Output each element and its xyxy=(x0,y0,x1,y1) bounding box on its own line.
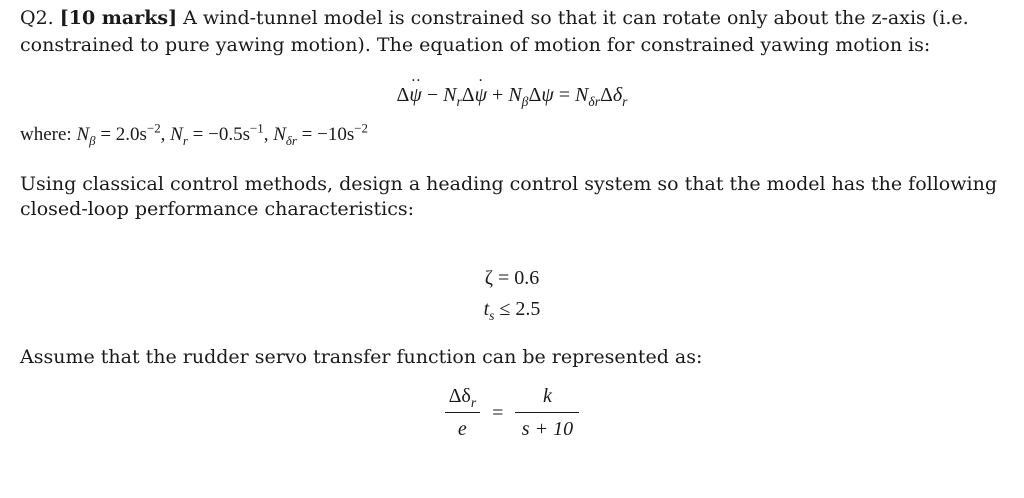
requirement-zeta: ζ = 0.6 xyxy=(484,267,540,289)
psi-ddot: ψ .. xyxy=(409,84,421,107)
psi-dot: ψ . xyxy=(475,84,487,107)
servo-assumption: Assume that the rudder servo transfer function can be represented as: xyxy=(20,346,703,368)
question-intro-line1: A wind-tunnel model is constrained so that it can rotate only about the z-axis (i.e. xyxy=(177,7,969,29)
task-line2: closed-loop performance characteristics: xyxy=(20,198,414,220)
rhs-fraction: $\frac{k}{s + 10}$ xyxy=(515,385,579,441)
requirement-settling-time: $t_s \le 2.5$ xyxy=(483,298,541,323)
question-marks: [10 marks] xyxy=(59,7,178,29)
parameters-line: where: $N_\beta = 2.0s^{-2}$, $N_r = -0.5s^{-1}$, $N_{\delta r} = -10s^{-2}$ xyxy=(20,120,368,148)
question-intro-line2: constrained to pure yawing motion). The equation of motion for constrained yawing motion is: xyxy=(20,34,931,56)
task-line1: Using classical control methods, design a heading control system so that the model has the following xyxy=(20,173,997,195)
lhs-fraction: $\frac{\Delta\delta_r}{e}$ xyxy=(445,385,481,441)
equals-sign: = xyxy=(492,401,504,424)
equation-of-motion: Δψ .. − $N_r\Delta\psi$ . + $N_\beta\Delta\psi = N_{\delta r}\Delta\delta_r$ xyxy=(0,84,1024,107)
question-number: Q2. xyxy=(20,7,54,29)
servo-transfer-function xyxy=(0,385,1024,441)
question-intro xyxy=(20,6,969,30)
